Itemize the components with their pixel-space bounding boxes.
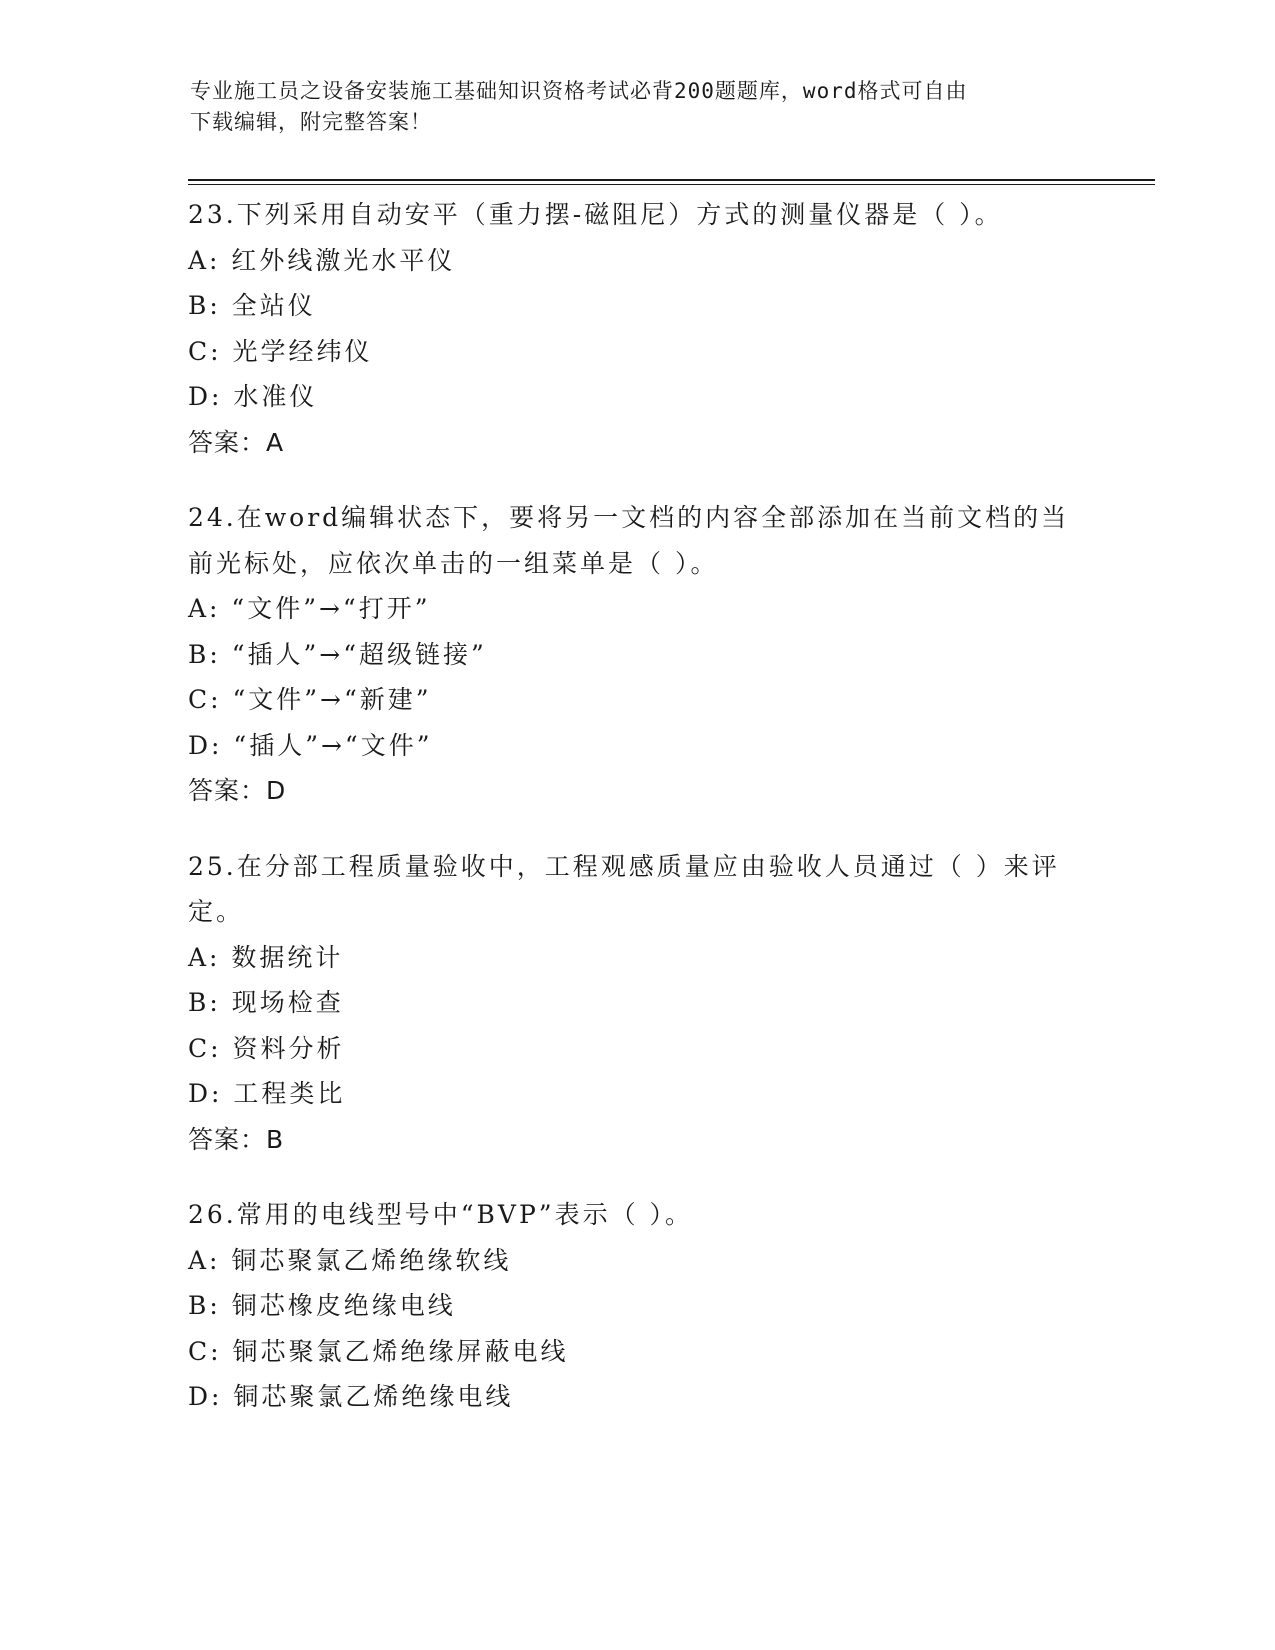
option-b: B: 全站仪 [188, 291, 316, 320]
header-divider-thin [188, 184, 1155, 185]
question-text: 25.在分部工程质量验收中，工程观感质量应由验收人员通过（ ）来评定。 [188, 851, 1060, 926]
option-a: A: 红外线激光水平仪 [188, 245, 456, 275]
option-b: B: “插人”→“超级链接” [188, 639, 487, 669]
option-b: B: 现场检查 [188, 988, 344, 1017]
option-c: C: 铜芯聚氯乙烯绝缘屏蔽电线 [188, 1336, 569, 1366]
answer-line: 答案：B [188, 1124, 285, 1154]
option-d: D: “插人”→“文件” [188, 730, 433, 760]
option-a: A: 数据统计 [188, 942, 344, 972]
header-title-line-2: 下载编辑，附完整答案！ [190, 110, 432, 134]
document-header [190, 76, 1070, 138]
answer-line: 答案：A [188, 427, 285, 457]
question-26 [188, 1192, 1088, 1420]
option-a: A: 铜芯聚氯乙烯绝缘软线 [188, 1245, 512, 1275]
question-23 [188, 192, 1088, 465]
question-25 [188, 844, 1088, 1163]
option-c: C: “文件”→“新建” [188, 685, 432, 714]
question-text: 23.下列采用自动安平（重力摆-磁阻尼）方式的测量仪器是（ ）。 [188, 200, 1003, 229]
option-d: D: 铜芯聚氯乙烯绝缘电线 [188, 1382, 514, 1411]
question-24 [188, 495, 1088, 814]
option-a: A: “文件”→“打开” [188, 594, 431, 623]
header-title-line-1: 专业施工员之设备安装施工基础知识资格考试必背200题题库，word格式可自由 [190, 79, 968, 103]
header-divider-thick [188, 179, 1155, 181]
option-d: D: 工程类比 [188, 1079, 346, 1108]
option-c: C: 资料分析 [188, 1033, 345, 1063]
answer-line: 答案：D [188, 776, 287, 805]
option-d: D: 水准仪 [188, 382, 318, 411]
question-text: 24.在word编辑状态下，要将另一文档的内容全部添加在当前文档的当前光标处，应依次单击的一组菜单是（ ）。 [188, 503, 1070, 578]
question-list [188, 192, 1088, 1450]
question-text: 26.常用的电线型号中“BVP”表示（ ）。 [188, 1200, 694, 1229]
option-b: B: 铜芯橡皮绝缘电线 [188, 1291, 456, 1320]
option-c: C: 光学经纬仪 [188, 336, 373, 366]
